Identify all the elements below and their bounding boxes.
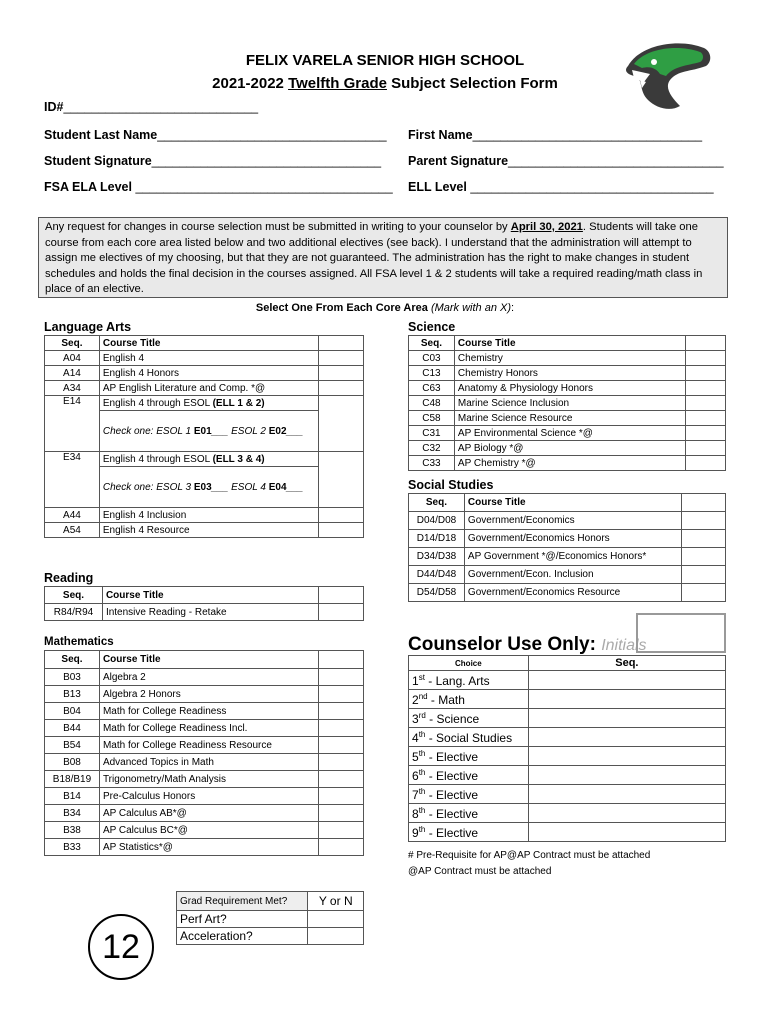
col-seq: Seq. xyxy=(409,336,455,351)
table-row xyxy=(409,728,726,747)
seq-entry-cell[interactable] xyxy=(528,747,725,766)
choice-number: 8 xyxy=(412,806,419,821)
table-row xyxy=(45,737,364,754)
mark-cell[interactable] xyxy=(682,530,726,548)
last-name-field[interactable]: Student Last Name_________________________________ xyxy=(44,128,387,142)
seq-cell: D04/D08 xyxy=(409,512,465,530)
title-cell: Chemistry xyxy=(454,351,685,366)
seq-cell: B08 xyxy=(45,754,100,771)
mark-cell[interactable] xyxy=(319,805,364,822)
seq-entry-cell[interactable] xyxy=(528,823,725,842)
science-heading: Science xyxy=(408,320,456,334)
table-row xyxy=(409,709,726,728)
table-row xyxy=(45,508,364,523)
counselor-table xyxy=(408,655,726,842)
table-row xyxy=(409,747,726,766)
seq-cell: B38 xyxy=(45,822,100,839)
snake-mascot-icon xyxy=(620,36,716,116)
choice-cell xyxy=(409,804,529,823)
student-signature-label: Student Signature xyxy=(44,154,152,168)
seq-entry-cell[interactable] xyxy=(528,766,725,785)
check-option: E01 xyxy=(193,425,212,437)
seq-cell: R84/R94 xyxy=(45,604,103,621)
esol-check-1[interactable] xyxy=(99,411,318,452)
initials-label: Initials xyxy=(601,637,647,654)
grad-table xyxy=(176,891,364,945)
mark-cell[interactable] xyxy=(686,381,726,396)
mark-cell[interactable] xyxy=(682,584,726,602)
seq-cell: B44 xyxy=(45,720,100,737)
seq-cell: B18/B19 xyxy=(45,771,100,788)
table-row xyxy=(45,788,364,805)
title-cell: Marine Science Resource xyxy=(454,411,685,426)
seq-cell: D44/D48 xyxy=(409,566,465,584)
table-row xyxy=(45,452,364,467)
choice-label: - Science xyxy=(425,711,480,726)
table-row xyxy=(45,396,364,411)
table-row xyxy=(45,822,364,839)
table-row xyxy=(409,766,726,785)
table-row xyxy=(409,530,726,548)
title-cell: AP Chemistry *@ xyxy=(454,456,685,471)
check-option: E04 xyxy=(268,481,287,493)
seq-cell: D14/D18 xyxy=(409,530,465,548)
mark-cell[interactable] xyxy=(319,839,364,856)
table-row xyxy=(409,381,726,396)
table-row xyxy=(45,686,364,703)
seq-entry-cell[interactable] xyxy=(528,804,725,823)
table-row xyxy=(409,456,726,471)
check-text: ___ xyxy=(286,481,304,493)
select-instruction xyxy=(0,302,770,314)
first-name-field[interactable]: First Name_________________________________ xyxy=(408,128,703,142)
mark-cell[interactable] xyxy=(319,703,364,720)
title-cell: Government/Economics Honors xyxy=(464,530,681,548)
seq-cell: D54/D58 xyxy=(409,584,465,602)
choice-ordinal: th xyxy=(418,824,426,834)
title-cell: Intensive Reading - Retake xyxy=(102,604,318,621)
ell-level-label: ELL Level xyxy=(408,180,467,194)
seq-cell: C32 xyxy=(409,441,455,456)
mark-cell[interactable] xyxy=(686,411,726,426)
choice-ordinal: th xyxy=(418,767,426,777)
title-cell: Algebra 2 Honors xyxy=(99,686,318,703)
title-cell: Anatomy & Physiology Honors xyxy=(454,381,685,396)
mark-cell[interactable] xyxy=(319,720,364,737)
title-cell: Advanced Topics in Math xyxy=(99,754,318,771)
id-field[interactable]: ID#____________________________ xyxy=(44,100,259,114)
ell-level-field[interactable]: ELL Level ___________________________________ xyxy=(408,180,714,194)
choice-number: 3 xyxy=(412,711,419,726)
mark-cell[interactable] xyxy=(319,754,364,771)
title-cell: Pre-Calculus Honors xyxy=(99,788,318,805)
choice-ordinal: rd xyxy=(418,710,426,720)
mark-cell[interactable] xyxy=(319,604,364,621)
seq-entry-cell[interactable] xyxy=(528,709,725,728)
mark-cell[interactable] xyxy=(319,771,364,788)
table-row xyxy=(45,366,364,381)
col-seq: Seq. xyxy=(45,336,100,351)
title-cell: AP Calculus AB*@ xyxy=(99,805,318,822)
choice-number: 5 xyxy=(412,749,419,764)
check-text: Check one: ESOL 3 xyxy=(102,481,194,493)
social-studies-table xyxy=(408,493,726,602)
id-label: ID# xyxy=(44,100,64,114)
seq-cell: A34 xyxy=(45,381,100,396)
choice-ordinal: nd xyxy=(418,691,428,701)
choice-ordinal: th xyxy=(418,786,426,796)
table-row xyxy=(45,805,364,822)
choice-label: - Social Studies xyxy=(425,730,513,745)
title-text: English 4 through ESOL xyxy=(102,453,210,465)
table-row xyxy=(409,785,726,804)
seq-cell: D34/D38 xyxy=(409,548,465,566)
table-row xyxy=(45,351,364,366)
col-seq: Seq. xyxy=(528,656,725,671)
notice-deadline: April 30, 2021 xyxy=(510,221,583,233)
title-cell: Algebra 2 xyxy=(99,669,318,686)
mark-cell[interactable] xyxy=(682,494,726,512)
mark-cell[interactable] xyxy=(319,686,364,703)
student-signature-field[interactable]: Student Signature_________________________________ xyxy=(44,154,382,168)
title-cell: English 4 Resource xyxy=(99,523,318,538)
table-row xyxy=(409,426,726,441)
choice-label: - Lang. Arts xyxy=(424,673,490,688)
notice-text-2: . Students will take one course from each core area listed below and two additional electives (see back). I understand that the administration will attempt to assign me electives of my choosing, but that they are not guaranteed. The administration has the right to make changes in student schedules and holds the final decision in the courses assigned. All FSA level 1 & 2 students will take a required reading/math class in place of an elective. xyxy=(45,221,703,295)
seq-cell: A54 xyxy=(45,523,100,538)
mark-cell[interactable] xyxy=(319,822,364,839)
choice-cell xyxy=(409,671,529,690)
title-cell: Chemistry Honors xyxy=(454,366,685,381)
seq-cell: B54 xyxy=(45,737,100,754)
table-row xyxy=(409,548,726,566)
title-cell: Math for College Readiness Resource xyxy=(99,737,318,754)
table-row xyxy=(45,754,364,771)
check-text: Check one: ESOL 1 xyxy=(102,425,194,437)
title-cell: Trigonometry/Math Analysis xyxy=(99,771,318,788)
seq-entry-cell[interactable] xyxy=(528,671,725,690)
choice-number: 1 xyxy=(412,673,419,688)
language-arts-table xyxy=(44,335,364,538)
col-title: Course Title xyxy=(102,587,318,604)
mark-cell[interactable] xyxy=(319,452,364,508)
title-cell: Marine Science Inclusion xyxy=(454,396,685,411)
table-row xyxy=(409,512,726,530)
seq-entry-cell[interactable] xyxy=(528,785,725,804)
table-row xyxy=(409,441,726,456)
title-cell: AP Biology *@ xyxy=(454,441,685,456)
table-row xyxy=(409,584,726,602)
prereq-note: # Pre-Requisite for AP@AP Contract must be attached xyxy=(408,850,651,861)
mark-cell[interactable] xyxy=(319,366,364,381)
table-row xyxy=(409,411,726,426)
title-cell: AP English Literature and Comp. *@ xyxy=(99,381,318,396)
contract-note: @AP Contract must be attached xyxy=(408,866,552,877)
fsa-level-label: FSA ELA Level xyxy=(44,180,132,194)
science-table xyxy=(408,335,726,471)
last-name-label: Student Last Name xyxy=(44,128,158,142)
choice-label: - Elective xyxy=(425,787,479,802)
mark-cell[interactable] xyxy=(319,669,364,686)
mark-cell[interactable] xyxy=(686,366,726,381)
mathematics-table xyxy=(44,650,364,856)
first-name-label: First Name xyxy=(408,128,473,142)
choice-label: - Elective xyxy=(425,825,479,840)
choice-cell xyxy=(409,709,529,728)
title-cell: AP Statistics*@ xyxy=(99,839,318,856)
seq-cell: B14 xyxy=(45,788,100,805)
check-option: E02 xyxy=(268,425,287,437)
seq-entry-cell[interactable] xyxy=(528,728,725,747)
table-row xyxy=(45,839,364,856)
grad-requirement-label: Grad Requirement Met? xyxy=(177,892,308,911)
table-row xyxy=(409,671,726,690)
choice-cell xyxy=(409,823,529,842)
col-title: Course Title xyxy=(454,336,685,351)
choice-number: 6 xyxy=(412,768,419,783)
yes-no-label: Y or N xyxy=(308,892,364,911)
mark-cell[interactable] xyxy=(686,396,726,411)
title-cell: AP Government *@/Economics Honors* xyxy=(464,548,681,566)
choice-cell xyxy=(409,747,529,766)
choice-label: - Elective xyxy=(425,768,479,783)
select-instruction-tail: : xyxy=(511,302,515,314)
mark-cell[interactable] xyxy=(319,523,364,538)
title-text: English 4 through ESOL xyxy=(102,397,210,409)
seq-cell: A44 xyxy=(45,508,100,523)
mathematics-heading: Mathematics xyxy=(44,636,114,648)
title-cell: English 4 Honors xyxy=(99,366,318,381)
grade-badge: 12 xyxy=(88,914,154,980)
mark-cell[interactable] xyxy=(686,441,726,456)
check-text: ___ ESOL 2 xyxy=(211,425,269,437)
col-title: Course Title xyxy=(464,494,681,512)
notice-text-1: Any request for changes in course selection must be submitted in writing to your counselor by xyxy=(45,221,511,233)
title-cell xyxy=(99,396,318,411)
col-seq: Seq. xyxy=(45,587,103,604)
seq-cell: E34 xyxy=(45,452,100,508)
title-cell: Government/Economics xyxy=(464,512,681,530)
col-seq: Seq. xyxy=(409,494,465,512)
school-name: FELIX VARELA SENIOR HIGH SCHOOL xyxy=(245,52,525,69)
seq-cell: C31 xyxy=(409,426,455,441)
table-row xyxy=(409,804,726,823)
social-studies-heading: Social Studies xyxy=(408,478,494,492)
choice-label: - Elective xyxy=(425,806,479,821)
table-row xyxy=(45,381,364,396)
perf-art-answer[interactable] xyxy=(308,911,364,928)
notice-box xyxy=(38,217,728,298)
choice-label: - Math xyxy=(427,692,465,707)
ell-level-note: (ELL 3 & 4) xyxy=(212,453,265,465)
seq-cell: C03 xyxy=(409,351,455,366)
table-row xyxy=(409,366,726,381)
table-row xyxy=(409,396,726,411)
mark-cell[interactable] xyxy=(319,396,364,452)
check-text: ___ ESOL 4 xyxy=(211,481,269,493)
title-cell: AP Calculus BC*@ xyxy=(99,822,318,839)
acceleration-label: Acceleration? xyxy=(177,928,308,945)
title-cell: English 4 xyxy=(99,351,318,366)
col-seq: Seq. xyxy=(45,651,100,669)
perf-art-label: Perf Art? xyxy=(177,911,308,928)
select-instruction-italic: (Mark with an X) xyxy=(430,302,512,314)
choice-ordinal: st xyxy=(418,672,425,682)
mark-cell[interactable] xyxy=(682,548,726,566)
choice-cell xyxy=(409,785,529,804)
choice-ordinal: th xyxy=(418,805,426,815)
form-year: 2021-2022 xyxy=(212,75,284,92)
choice-cell xyxy=(409,728,529,747)
seq-cell: C13 xyxy=(409,366,455,381)
choice-ordinal: th xyxy=(418,748,426,758)
choice-cell xyxy=(409,690,529,709)
choice-number: 7 xyxy=(412,787,419,802)
counselor-heading-text: Counselor Use Only: xyxy=(408,634,596,655)
reading-heading: Reading xyxy=(44,571,94,585)
table-row xyxy=(409,690,726,709)
seq-cell: B04 xyxy=(45,703,100,720)
seq-cell: C33 xyxy=(409,456,455,471)
mark-cell[interactable] xyxy=(682,566,726,584)
form-title-rest: Subject Selection Form xyxy=(391,75,558,92)
title-cell: Math for College Readiness Incl. xyxy=(99,720,318,737)
col-title: Course Title xyxy=(99,651,318,669)
select-instruction-bold: Select One From Each Core Area xyxy=(255,302,428,314)
mark-cell[interactable] xyxy=(319,336,364,351)
mark-cell[interactable] xyxy=(319,587,364,604)
acceleration-answer[interactable] xyxy=(308,928,364,945)
ell-level-note: (ELL 1 & 2) xyxy=(212,397,265,409)
title-cell: Math for College Readiness xyxy=(99,703,318,720)
mark-cell[interactable] xyxy=(686,336,726,351)
title-cell: AP Environmental Science *@ xyxy=(454,426,685,441)
seq-cell: A04 xyxy=(45,351,100,366)
language-arts-heading: Language Arts xyxy=(44,320,132,334)
choice-number: 9 xyxy=(412,825,419,840)
mark-cell[interactable] xyxy=(319,381,364,396)
mark-cell[interactable] xyxy=(682,512,726,530)
check-option: E03 xyxy=(193,481,212,493)
title-cell: English 4 Inclusion xyxy=(99,508,318,523)
table-row xyxy=(45,604,364,621)
table-row xyxy=(45,771,364,788)
table-row xyxy=(45,720,364,737)
mark-cell[interactable] xyxy=(319,788,364,805)
table-row xyxy=(409,823,726,842)
mark-cell[interactable] xyxy=(319,351,364,366)
seq-cell: C58 xyxy=(409,411,455,426)
mark-cell[interactable] xyxy=(319,508,364,523)
initials-box[interactable] xyxy=(636,613,726,653)
title-cell xyxy=(99,452,318,467)
mark-cell[interactable] xyxy=(686,351,726,366)
mark-cell[interactable] xyxy=(686,456,726,471)
fsa-level-field[interactable]: FSA ELA Level _____________________________________ xyxy=(44,180,393,194)
seq-cell: B33 xyxy=(45,839,100,856)
table-row xyxy=(45,523,364,538)
choice-number: 2 xyxy=(412,692,419,707)
choice-cell xyxy=(409,766,529,785)
choice-label: - Elective xyxy=(425,749,479,764)
table-row xyxy=(45,669,364,686)
col-title: Course Title xyxy=(99,336,318,351)
parent-signature-label: Parent Signature xyxy=(408,154,509,168)
seq-cell: E14 xyxy=(45,396,100,452)
seq-entry-cell[interactable] xyxy=(528,690,725,709)
seq-cell: C63 xyxy=(409,381,455,396)
esol-check-2[interactable] xyxy=(99,467,318,508)
reading-table xyxy=(44,586,364,621)
col-choice: Choice xyxy=(409,656,529,671)
title-cell: Government/Economics Resource xyxy=(464,584,681,602)
seq-cell: B34 xyxy=(45,805,100,822)
choice-number: 4 xyxy=(412,730,419,745)
check-text: ___ xyxy=(286,425,304,437)
parent-signature-field[interactable]: Parent Signature_______________________________ xyxy=(408,154,724,168)
seq-cell: B13 xyxy=(45,686,100,703)
form-grade: Twelfth Grade xyxy=(288,75,387,92)
title-cell: Government/Econ. Inclusion xyxy=(464,566,681,584)
counselor-heading xyxy=(408,634,647,656)
seq-cell: C48 xyxy=(409,396,455,411)
table-row xyxy=(45,703,364,720)
seq-cell: B03 xyxy=(45,669,100,686)
mark-cell[interactable] xyxy=(686,426,726,441)
choice-ordinal: th xyxy=(418,729,426,739)
mark-cell[interactable] xyxy=(319,737,364,754)
table-row xyxy=(409,351,726,366)
table-row xyxy=(409,566,726,584)
mark-cell[interactable] xyxy=(319,651,364,669)
seq-cell: A14 xyxy=(45,366,100,381)
